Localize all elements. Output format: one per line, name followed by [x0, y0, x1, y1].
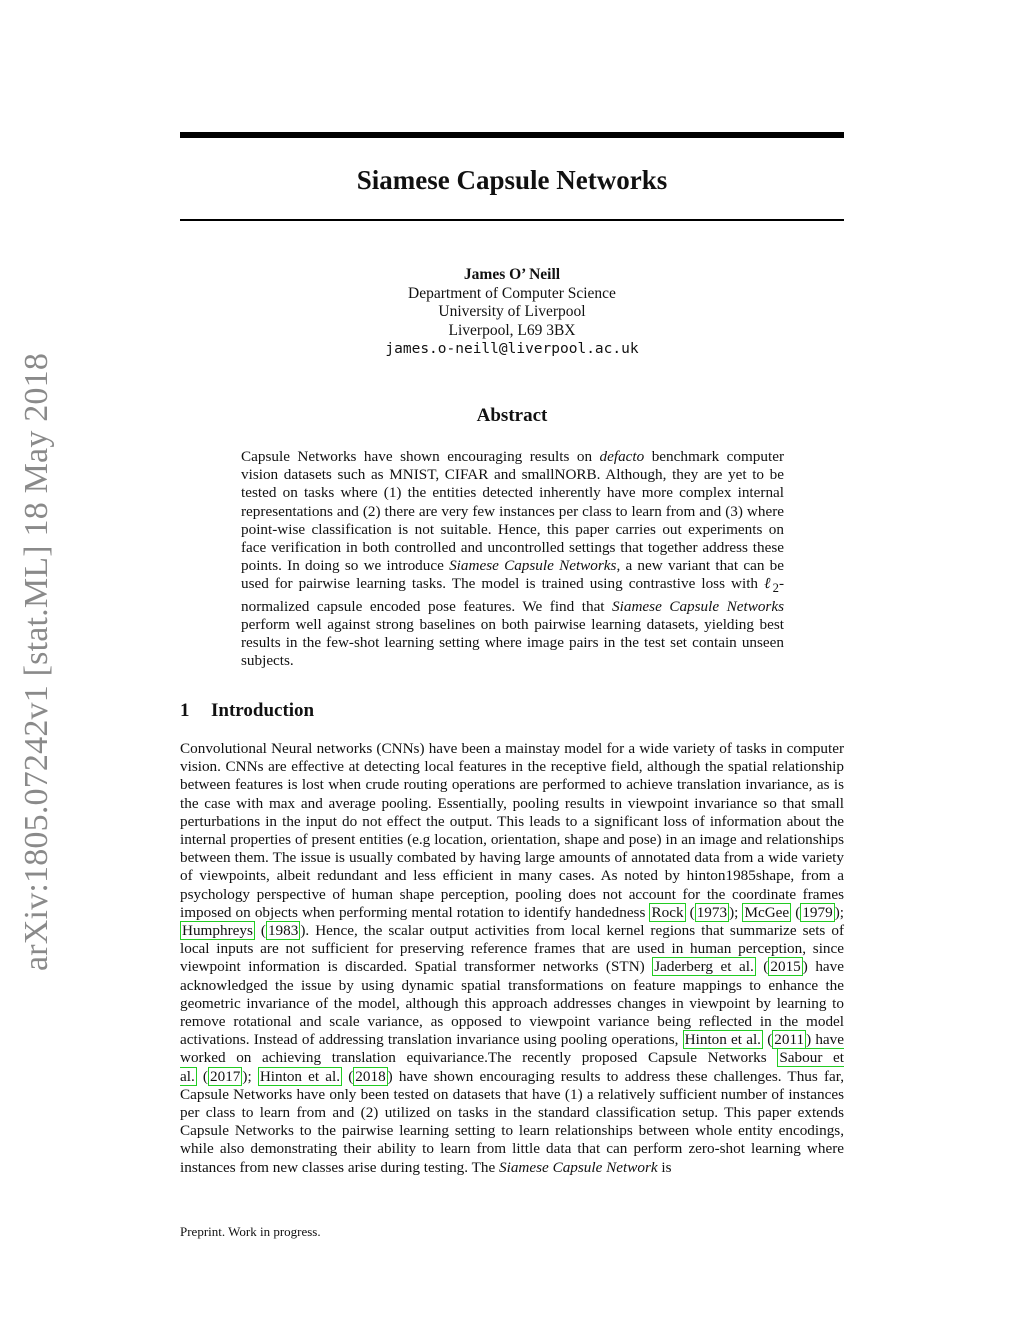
intro-text-2: . Hence, the scalar output activities from local kernel regions that summarize sets of local inputs are not sufficient for preserving reference frames that are used in human perception, since viewpoint information is discarded. Spatial transformer networks (STN): [180, 922, 845, 976]
intro-text-4: have worked on achieving translation equivariance.The recently proposed Capsule Networks: [180, 1031, 845, 1067]
abstract-text-2: benchmark computer vision datasets such as MNIST, CIFAR and smallNORB. Although, they are yet to be tested on tasks where (1) the entities detected inherently have more complex internal representations and (2) there are very few instances per class to learn from and (3) where point-wise classification is not suitable. Hence, this paper carries out experiments on face verification in both controlled and uncontrolled settings that together address these points. In doing so we introduce: [241, 448, 785, 575]
author-email[interactable]: james.o-neill@liverpool.ac.uk: [385, 341, 639, 357]
abstract-emphasis-model-name-2: Siamese Capsule Networks: [612, 597, 784, 615]
citation-rock[interactable]: Rock: [651, 903, 684, 921]
paper-title: Siamese Capsule Networks: [356, 165, 668, 195]
author-university: University of Liverpool: [438, 303, 586, 320]
citation-hinton-2011-year[interactable]: 2011: [774, 1031, 805, 1049]
abstract-text-5: perform well against strong baselines on both pairwise learning datasets, yielding best results in the few-shot learning setting where image pairs in the test set contain unseen subjects.: [241, 615, 784, 670]
citation-jaderberg-year[interactable]: 2015: [770, 958, 801, 976]
arxiv-identifier-text: arXiv:1805.07242v1 [stat.ML] 18 May 2018: [18, 352, 55, 972]
intro-sep-3: ;: [247, 1067, 258, 1085]
section-title: Introduction: [211, 700, 315, 721]
citation-mcgee-year[interactable]: 1979: [802, 903, 833, 921]
author-name: James O’ Neill: [463, 266, 561, 283]
section-number: 1: [180, 700, 190, 721]
intro-text-6: is: [657, 1158, 672, 1176]
abstract-math-ell: ℓ: [764, 575, 773, 593]
citation-mcgee[interactable]: McGee: [744, 903, 790, 921]
author-block: [180, 266, 844, 359]
intro-sep-1: ;: [734, 903, 743, 921]
abstract-math-subscript: 2: [772, 581, 779, 596]
abstract-emphasis-defacto: defacto: [599, 448, 645, 465]
citation-humphreys-year[interactable]: 1983: [267, 922, 299, 940]
citation-rock-year[interactable]: 1973: [696, 903, 728, 921]
preprint-footnote: Preprint. Work in progress.: [180, 1224, 321, 1239]
citation-sabour-year[interactable]: 2017: [210, 1067, 241, 1085]
introduction-body: Convolutional Neural networks (CNNs) have been a mainstay model for a wide variety of tasks in computer vision. CNNs are effective at detecting local features in the receptive field, although the spatial relationship between features is lost when crude routing operations are performed to achieve translation invariance, as is the case with max and average pooling. Essentially, pooling results in viewpoint invariance so that small perturbations in the input do not effect the output. This leads to a significant loss of information about the internal properties of present entities (e.g location, orientation, shape and pose) in an image and relationships between them. The issue is usually combated by having large amounts of annotated data from a wide variety of viewpoints, albeit redundant and less efficient in many cases. As noted by hinton1985shape, from a psychology perspective of human shape perception, pooling does not account for the coordinate frames imposed on objects when performing mental rotation to identify handedness Rock ( 1973 ); McGee ( 1979 ); Humphreys ( 1983 ). Hence, the scalar output activities from local kernel regions that summarize sets of local inputs are not sufficient for preserving reference frames that are used in human perception, since viewpoint information is discarded. Spatial transformer networks (STN) Jaderberg et al. ( 2015 ) have acknowledged the issue by using dynamic spatial transformations on feature mappings to enhance the geometric invariance of the model, although this approach addresses changes in viewpoint by learning to remove rotational and scale variance, as opposed to viewpoint variance being reflected in the model activations. Instead of addressing translation invariance using pooling operations, Hinton et al. ( 2011 ) have worked on achieving translation equivariance.The recently proposed Capsule Networks Sabour et al. ( 2017 ); Hinton et al. ( 2018 ) have shown encouraging results to address these challenges. Thus far, Capsule Networks have only been tested on datasets that have (1) a relatively sufficient number of instances per class to learn from and (2) utilized on tasks in the standard classification setup. This paper extends Capsule Networks to the pairwise learning setting to learn relationships between whole entity encodings, while also demonstrating their ability to learn from little data that can perform zero-shot learning where instances from new classes arise during testing. The Siamese Capsule Network is: [180, 740, 845, 1176]
citation-hinton-2011[interactable]: Hinton et al.: [684, 1031, 761, 1049]
citation-hinton-2018[interactable]: Hinton et al.: [259, 1067, 341, 1085]
author-address: Liverpool, L69 3BX: [448, 321, 576, 339]
section-heading-introduction: [180, 700, 314, 722]
abstract-text-1: Capsule Networks have shown encouraging results on: [241, 448, 600, 465]
intro-text-1: Convolutional Neural networks (CNNs) have been a mainstay model for a wide variety of tasks in computer vision. CNNs are effective at detecting local features in the receptive field, although the spatial relationship between features is lost when crude routing operations are performed to achieve translation invariance, as is the case with max and average pooling. Essentially, pooling results in viewpoint invariance so that small perturbations in the input do not effect the output. This leads to a significant loss of information about the internal properties of present entities (e.g location, orientation, shape and pose) in an image and relationships between them. The issue is usually combated by having large amounts of annotated data from a wide variety of viewpoints, albeit redundant and less efficient in many cases. As noted by hinton1985shape, from a psychology perspective of human shape perception, pooling does not account for the coordinate frames imposed on objects when performing mental rotation to identify handedness: [180, 740, 844, 921]
intro-sep-2: ;: [839, 903, 844, 921]
author-department: Department of Computer Science: [408, 284, 616, 302]
abstract-body: [241, 448, 784, 670]
citation-sabour[interactable]: Sabour et al.: [180, 1049, 844, 1085]
intro-text-3: have acknowledged the issue by using dynamic spatial transformations on feature mappings to enhance the geometric invariance of the model, although this approach addresses changes in viewpoint by learning to remove rotational and scale variance, as opposed to viewpoint variance being reflected in the model activations. Instead of addressing translation invariance using pooling operations,: [180, 958, 845, 1049]
intro-text-5: have shown encouraging results to address these challenges. Thus far, Capsule Networks have only been tested on datasets that have (1) a relatively sufficient number of instances per class to learn from and (2) utilized on tasks in the standard classification setup. This paper extends Capsule Networks to the pairwise learning setting to learn relationships between whole entity encodings, while also demonstrating their ability to learn from little data that can perform zero-shot learning where instances from new classes arise during testing. The: [180, 1067, 845, 1176]
citation-hinton-2018-year[interactable]: 2018: [355, 1067, 386, 1085]
citation-humphreys[interactable]: Humphreys: [182, 922, 253, 940]
title-top-rule: [180, 132, 844, 138]
abstract-heading: Abstract: [476, 405, 548, 426]
intro-emphasis-model-name: Siamese Capsule Network: [499, 1158, 658, 1176]
title-bottom-rule: [180, 219, 844, 221]
abstract-text-4: -normalized capsule encoded pose features. We find that: [241, 575, 785, 615]
abstract-emphasis-model-name: Siamese Capsule Networks: [449, 557, 617, 575]
citation-jaderberg[interactable]: Jaderberg et al.: [654, 958, 754, 976]
abstract-text-3: , a new variant that can be used for pairwise learning tasks. The model is trained using contrastive loss with: [241, 557, 784, 593]
